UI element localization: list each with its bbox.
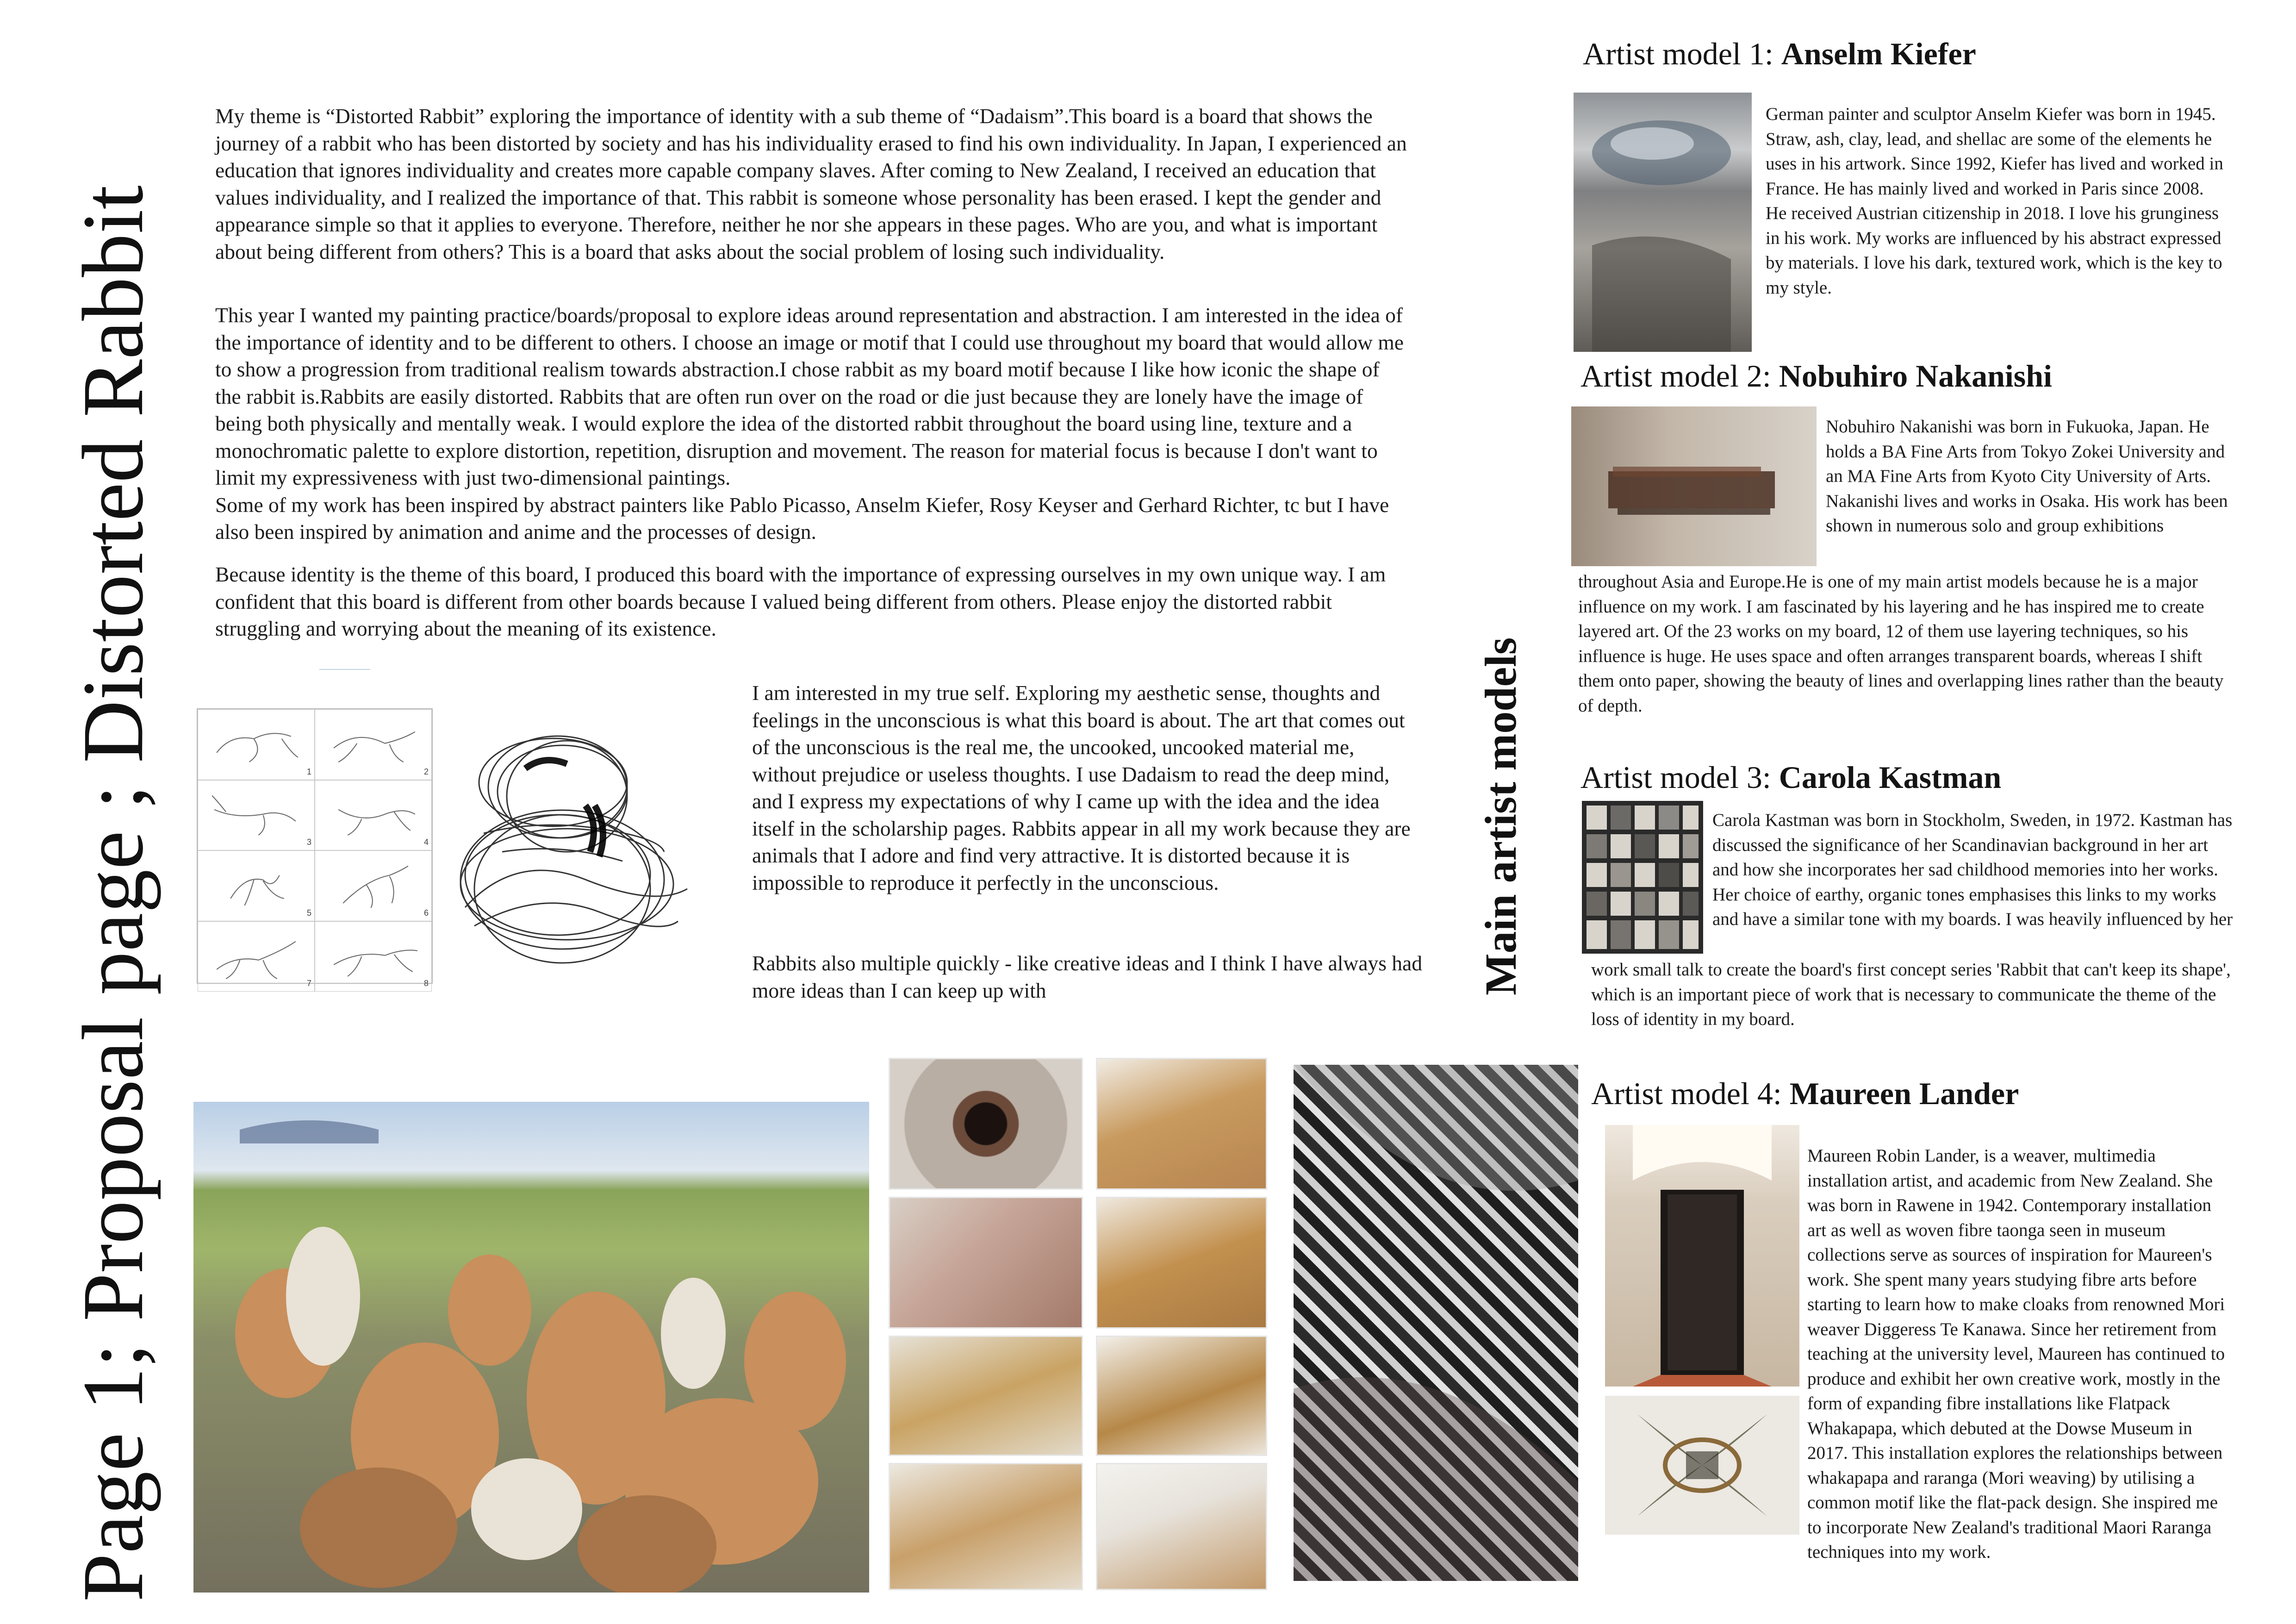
sketch-number: 5 (306, 908, 311, 918)
running-rabbit-sketch (315, 922, 431, 992)
artist-2-bio-part-2: throughout Asia and Europe.He is one of my main artist models because he is a major influence on my work. I am fascinated by his layering and he has inspired me to create layered art. Of the 23 works on my board, 12 of them use layering techniques, so his influence is huge. He uses space and often arranges transparent boards, whereas I shift them onto paper, showing the beauty of lines and overlapping lines rather than the beauty of depth. (1578, 572, 2224, 716)
artist-3-prefix: Artist model 3: (1580, 760, 1779, 795)
artist-1-name: Anselm Kiefer (1781, 36, 1976, 71)
sketch-number: 6 (423, 908, 429, 918)
running-rabbit-sketch (198, 851, 314, 921)
rabbit-eye-painting (889, 1058, 1083, 1190)
sketch-number: 3 (306, 837, 311, 847)
section-label-main-artist-models: Main artist models (1476, 637, 1525, 995)
paragraph-rabbits-multiply: Rabbits also multiple quickly - like creative ideas and I think I have always had more ideas than I can keep up with (752, 951, 1423, 1002)
artist-4-bio: Maureen Robin Lander, is a weaver, multimedia installation artist, and academic from New Zealand. She was born in Rawene in 1942. Contemporary installation art as well as woven fibre taonga seen in museum collections serve as sources of inspiration for Maureen's work. She spent many years studying fibre arts before starting to learn how to make cloaks from renowned Mori weaver Diggeress Te Kanawa. Since her retirement from teaching at the university level, Maureen has continued to produce and exhibit her own creative work, mostly in the form of expanding fibre installations like Flatpack Whakapapa, which debuted at the Dowse Museum in 2017. This installation explores the relationships between whakapapa and raranga (Mori weaving) by utilising a common motif like the flat-pack design. She inspired me to incorporate New Zealand's traditional Maori Raranga techniques into my work. (1807, 1146, 2225, 1562)
running-rabbit-sketch (198, 710, 314, 780)
artist-2-bio-part-1: Nobuhiro Nakanishi was born in Fukuoka, Japan. He holds a BA Fine Arts from Tokyo Zokei University and an MA Fine Arts from Kyoto City University of Arts. Nakanishi lives and works in Osaka. His work has been shown in numerous solo and group exhibitions (1826, 417, 2228, 536)
rabbit-head-painting (889, 1197, 1083, 1329)
sketch-number: 8 (423, 979, 429, 988)
artist-1-prefix: Artist model 1: (1583, 36, 1781, 71)
kastman-grid-artwork-image (1582, 801, 1703, 954)
sketch-frame (198, 850, 315, 921)
kiefer-artwork-image (1574, 93, 1752, 352)
intro-paragraph-practice (215, 302, 1409, 546)
animation-sketch-grid (197, 708, 433, 988)
artist-4-name: Maureen Lander (1789, 1076, 2019, 1111)
sketch-frame (198, 921, 315, 992)
artist-3-bio-part-2: work small talk to create the board's first concept series 'Rabbit that can't keep its shape', which is an important piece of work that is necessary to communicate the theme of the loss of identity in my board. (1591, 960, 2231, 1029)
running-rabbit-sketch (198, 781, 314, 850)
artist-3-heading (1580, 762, 2001, 793)
artist-2-name: Nobuhiro Nakanishi (1779, 358, 2052, 394)
page-title: Page 1; Proposal page ; Distorted Rabbit (64, 185, 161, 1602)
sketch-number: 2 (423, 767, 429, 776)
divider-mark (319, 669, 370, 670)
sketch-frame (315, 709, 432, 780)
sketch-frame (198, 709, 315, 780)
sketch-frame (198, 780, 315, 851)
intro-paragraph-theme: My theme is “Distorted Rabbit” exploring the importance of identity with a sub theme of “Dadaism”.This board is a board that shows the journey of a rabbit who has been distorted by society and has his individuality erased to find his own individuality. In Japan, I experienced an education that ignores individuality and creates more capable company slaves. After coming to New Zealand, I received an education that values individuality, and I realized the importance of that. This rabbit is someone whose personality has been erased. I kept the gender and appearance simple so that it applies to everyone. Therefore, neither he nor she appears in these pages. Who are you, and what is important about being different from others? This is a board that asks about the social problem of losing such individuality. (215, 104, 1407, 263)
artist-2-prefix: Artist model 2: (1580, 358, 1779, 394)
artist-3-name: Carola Kastman (1779, 760, 2002, 795)
sketch-frame (315, 780, 432, 851)
nakanishi-layered-artwork-image (1571, 406, 1817, 566)
running-rabbit-sketch (315, 851, 431, 921)
artist-3-bio-part-1: Carola Kastman was born in Stockholm, Sweden, in 1972. Kastman has discussed the significance of her Scandinavian background in her art and how she incorporates her sad childhood memories into her works. Her choice of earthy, organic tones emphasises this links to my works and have a similar tone with my boards. I was heavily influenced by her (1712, 810, 2233, 929)
woven-texture-photo (1294, 1065, 1578, 1581)
rabbit-held-painting (889, 1463, 1083, 1590)
sketch-number: 7 (306, 979, 311, 988)
sketch-frame (315, 850, 432, 921)
artist-2-heading (1580, 360, 2052, 392)
artist-4-prefix: Artist model 4: (1591, 1076, 1790, 1111)
outline-rabbit-painting (1096, 1463, 1267, 1590)
artist-4-heading (1591, 1078, 2019, 1109)
artist-1-heading (1583, 38, 1976, 69)
lander-installation-image (1605, 1125, 1799, 1387)
sketch-number: 1 (306, 767, 311, 776)
intro-paragraph-practice-main: This year I wanted my painting practice/boards/proposal to explore ideas around representation and abstraction. I am interested in the idea of the importance of identity and to be different to others. I choose an image or motif that I could use throughout my board that would allow me to show a progression from traditional realism towards abstraction.I chose rabbit as my board motif because I like how iconic the shape of the rabbit is.Rabbits are easily distorted. Rabbits that are often run over on the road or die just because they are lonely have the image of being both physically and mentally weak. I would explore the idea of the distorted rabbit throughout the board using line, texture and a monochromatic palette to explore distortion, repetition, disruption and movement. The reason for material focus is because I don't want to limit my expressiveness with just two-dimensional paintings. (215, 303, 1404, 489)
running-rabbit-sketch (315, 710, 431, 780)
intro-paragraph-identity: Because identity is the theme of this board, I produced this board with the importance of expressing ourselves in my own unique way. I am confident that this board is different from other boards because I valued being different from others. Please enjoy the distorted rabbit struggling and worrying about the meaning of its existence. (215, 562, 1386, 640)
running-rabbit-sketch (315, 781, 431, 850)
distorted-rabbit-head-painting (1096, 1197, 1267, 1329)
hands-rabbit-painting (1096, 1058, 1267, 1190)
intro-paragraph-inspirations: Some of my work has been inspired by abstract painters like Pablo Picasso, Anselm Kiefer, Rosy Keyser and Gerhard Richter, tc but I have also been inspired by animation and anime and the processes of design. (215, 493, 1389, 543)
sketch-frame (315, 921, 432, 992)
paragraph-true-self: I am interested in my true self. Exploring my aesthetic sense, thoughts and feelings in the unconscious is what this board is about. The art that comes out of the unconscious is the real me, the uncooked, uncooked material me, without prejudice or useless thoughts. I use Dadaism to read the deep mind, and I express my expectations of why I came up with the idea and the idea itself in the scholarship pages. Rabbits appear in all my work because they are animals that I adore and find very attractive. It is distorted because it is impossible to reproduce it perfectly in the unconscious. (752, 681, 1411, 894)
sketch-number: 4 (423, 837, 429, 847)
duck-like-rabbit-painting (1096, 1336, 1267, 1456)
lander-woven-star-image (1605, 1396, 1799, 1535)
rabbit-sketch-color-painting (889, 1336, 1083, 1456)
rabbit-island-photo (193, 1102, 869, 1593)
artist-1-bio: German painter and sculptor Anselm Kiefer was born in 1945. Straw, ash, clay, lead, and shellac are some of the elements he uses in his artwork. Since 1992, Kiefer has lived and worked in France. He has mainly lived and worked in Paris since 2008. He received Austrian citizenship in 2018. I love his grunginess in his work. My works are influenced by his abstract expressed by materials. I love his dark, textured work, which is the key to my style. (1766, 104, 2223, 298)
distorted-rabbit-scribble-drawing (447, 713, 701, 972)
running-rabbit-sketch (198, 922, 314, 992)
